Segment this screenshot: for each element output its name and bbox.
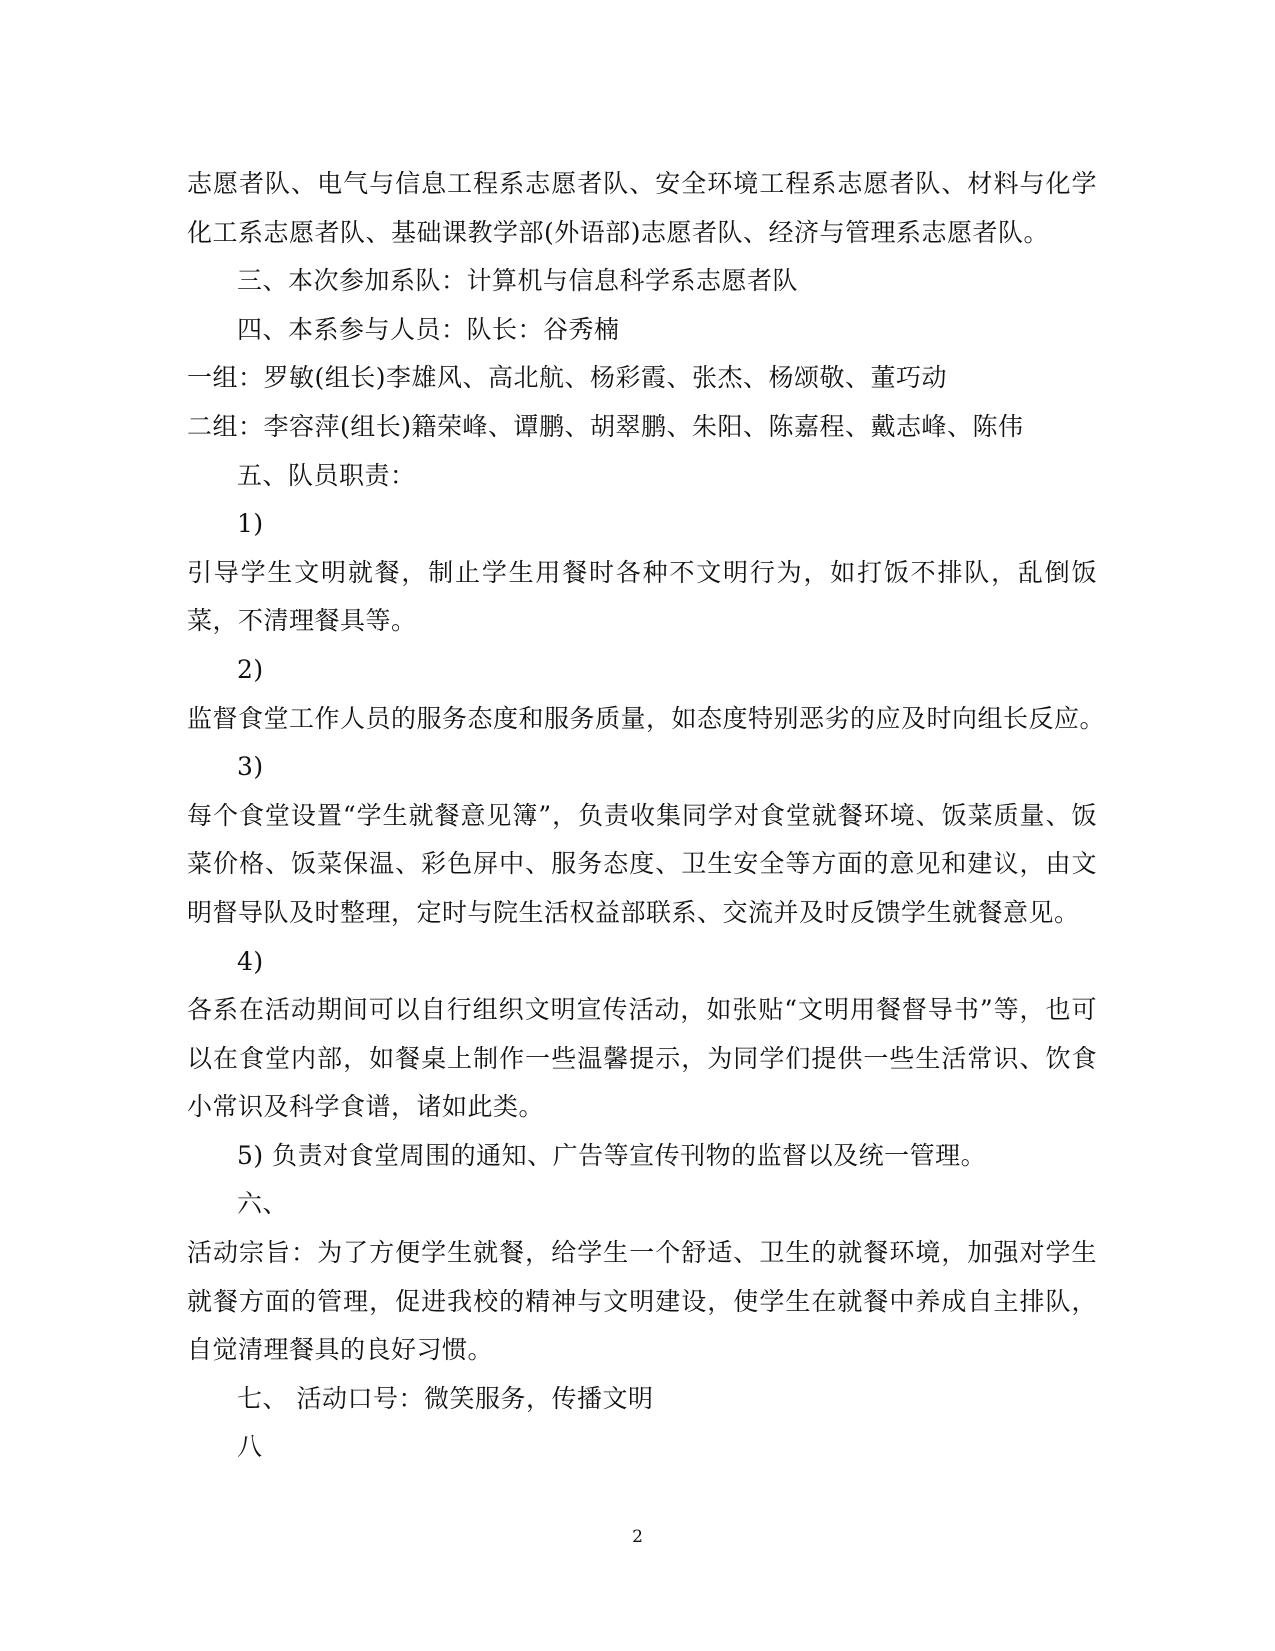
list-marker-3: 3)	[237, 752, 264, 782]
paragraph-duty-3: 每个食堂设置“学生就餐意见簿”，负责收集同学对食堂就餐环境、饭菜质量、饭菜价格、饭菜保温、彩色屏中、服务态度、卫生安全等方面的意见和建议，由文明督导队及时整理，定时与院生活权益部联系、交流并及时反馈学生就餐意见。	[187, 800, 1097, 927]
paragraph-section-6: 六、	[237, 1189, 289, 1219]
paragraph-duty-2: 监督食堂工作人员的服务态度和服务质量，如态度特别恶劣的应及时向组长反应。	[187, 703, 1106, 733]
page-number: 2	[632, 1527, 643, 1547]
paragraph-section-4: 四、本系参与人员：队长：谷秀楠	[237, 314, 620, 344]
paragraph-volunteer-teams: 志愿者队、电气与信息工程系志愿者队、安全环境工程系志愿者队、材料与化学化工系志愿者队、基础课教学部(外语部)志愿者队、经济与管理系志愿者队。	[187, 169, 1097, 247]
paragraph-duty-4: 各系在活动期间可以自行组织文明宣传活动，如张贴“文明用餐督导书”等，也可以在食堂内部，如餐桌上制作一些温馨提示，为同学们提供一些生活常识、饮食小常识及科学食谱，诸如此类。	[187, 995, 1097, 1122]
paragraph-duty-1: 引导学生文明就餐，制止学生用餐时各种不文明行为，如打饭不排队，乱倒饭菜，不清理餐具等。	[187, 557, 1097, 636]
paragraph-group-2: 二组：李容萍(组长)籍荣峰、谭鹏、胡翠鹏、朱阳、陈嘉程、戴志峰、陈伟	[187, 411, 1024, 441]
paragraph-section-5: 五、队员职责：	[237, 460, 416, 490]
list-marker-2: 2)	[237, 654, 264, 684]
paragraph-group-1: 一组：罗敏(组长)李雄风、高北航、杨彩霞、张杰、杨颂敬、董巧动	[187, 363, 948, 393]
paragraph-duty-5: 5) 负责对食堂周围的通知、广告等宣传刊物的监督以及统一管理。	[237, 1140, 987, 1170]
list-marker-1: 1)	[237, 509, 264, 539]
document-body	[187, 160, 1106, 1472]
list-marker-4: 4)	[237, 946, 264, 976]
paragraph-section-7: 七、 活动口号：微笑服务，传播文明	[237, 1383, 654, 1413]
paragraph-section-8: 八	[237, 1432, 263, 1462]
paragraph-activity-purpose: 活动宗旨：为了方便学生就餐，给学生一个舒适、卫生的就餐环境，加强对学生就餐方面的管理，促进我校的精神与文明建设，使学生在就餐中养成自主排队，自觉清理餐具的良好习惯。	[187, 1238, 1097, 1365]
paragraph-section-3: 三、本次参加系队：计算机与信息科学系志愿者队	[237, 266, 799, 296]
